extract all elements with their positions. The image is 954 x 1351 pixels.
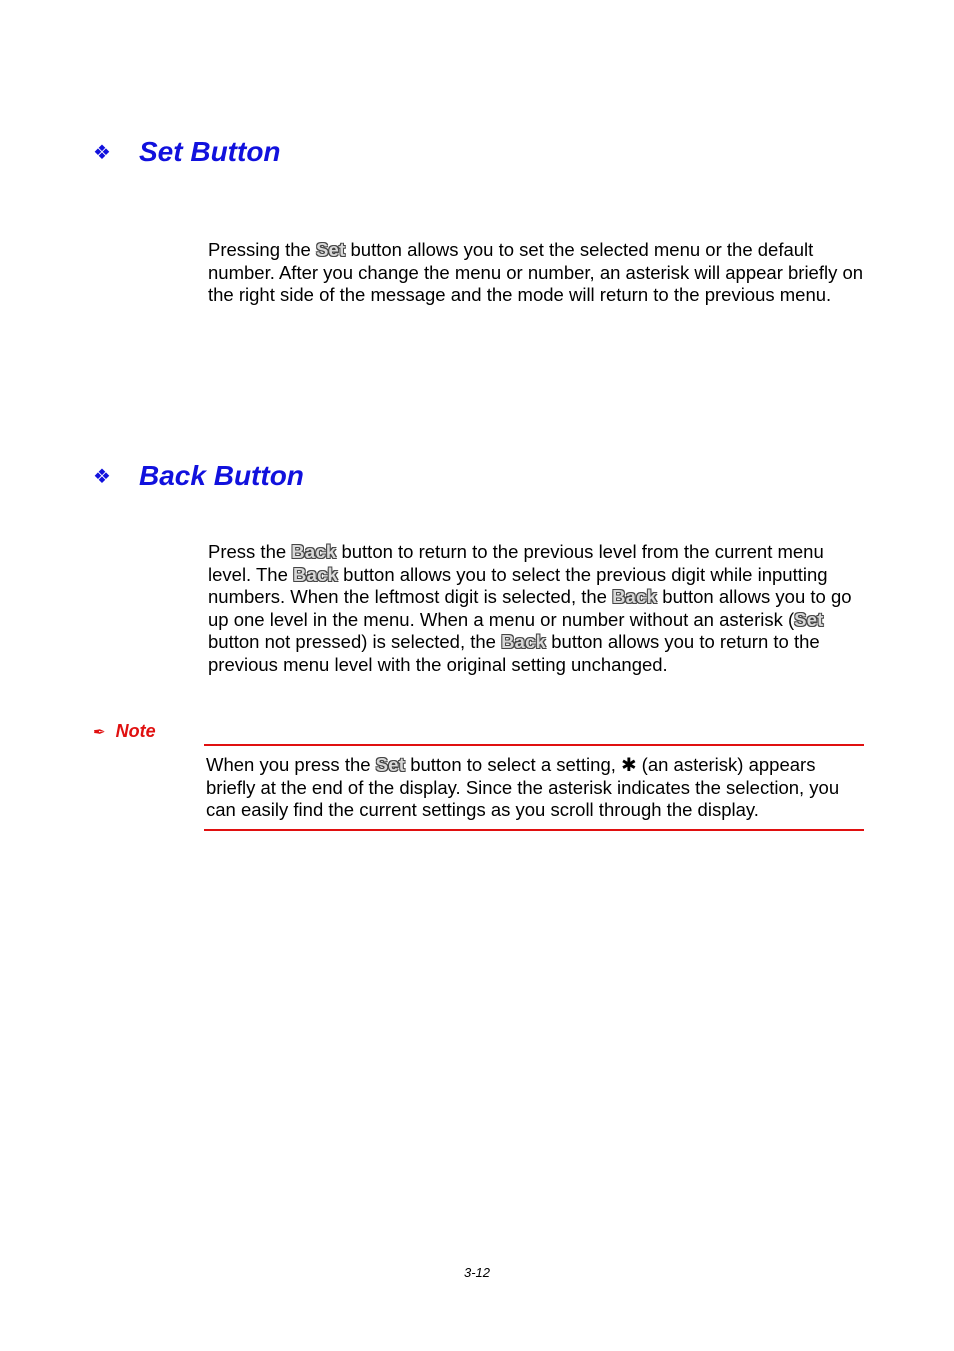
pen-icon: ✒ xyxy=(93,723,106,741)
button-name-back: Back xyxy=(291,541,337,562)
text-segment: When you press the xyxy=(206,754,376,775)
rich-text xyxy=(206,754,856,822)
set-button-description xyxy=(208,239,868,307)
text-segment: button allows you to set the selected menu or the default number. After you change the menu or number, an asterisk will appear briefly on the right side of the message and the mode will return to the previous menu. xyxy=(208,239,864,306)
note-label: Note xyxy=(115,721,156,741)
note-heading xyxy=(93,721,156,742)
set-button-title: Set Button xyxy=(139,136,281,167)
rich-text xyxy=(208,541,868,677)
text-segment: Press the xyxy=(208,541,292,562)
note-top-rule xyxy=(204,744,864,746)
text-segment: button allows you to select the previous digit while inputting numbers. When the leftmost digit is selected, the xyxy=(208,563,828,608)
text-segment: button to select a setting, ✱ (an asterisk) appears briefly at the end of the display. Since the asterisk indicates the selection, you can easily find the current settings as you scroll through the display. xyxy=(206,754,840,821)
page-number: 3-12 xyxy=(463,1265,491,1280)
text-segment: button to return to the previous level from the current menu level. The xyxy=(208,541,824,585)
text-segment: button not pressed) is selected, the xyxy=(208,631,502,653)
text-segment: button allows you to go up one level in the menu. When a menu or number without an asterisk ( xyxy=(208,586,852,630)
back-button-description xyxy=(208,541,868,677)
note-bottom-rule xyxy=(204,829,864,831)
button-name-set: Set xyxy=(315,239,346,260)
diamond-bullet-icon: ❖ xyxy=(93,141,111,164)
note-text xyxy=(206,754,856,822)
back-button-heading xyxy=(93,460,304,492)
rich-text xyxy=(208,239,868,307)
button-name-set: Set xyxy=(375,754,406,775)
button-name-back: Back xyxy=(293,563,339,585)
button-name-back: Back xyxy=(612,586,658,608)
button-name-set: Set xyxy=(794,608,824,630)
text-segment: button allows you to return to the previous menu level with the original setting unchanged. xyxy=(208,631,820,675)
diamond-bullet-icon: ❖ xyxy=(93,465,111,488)
button-name-back: Back xyxy=(501,631,547,653)
set-button-heading xyxy=(93,136,281,168)
back-button-title: Back Button xyxy=(139,460,304,491)
text-segment: Pressing the xyxy=(208,239,316,260)
